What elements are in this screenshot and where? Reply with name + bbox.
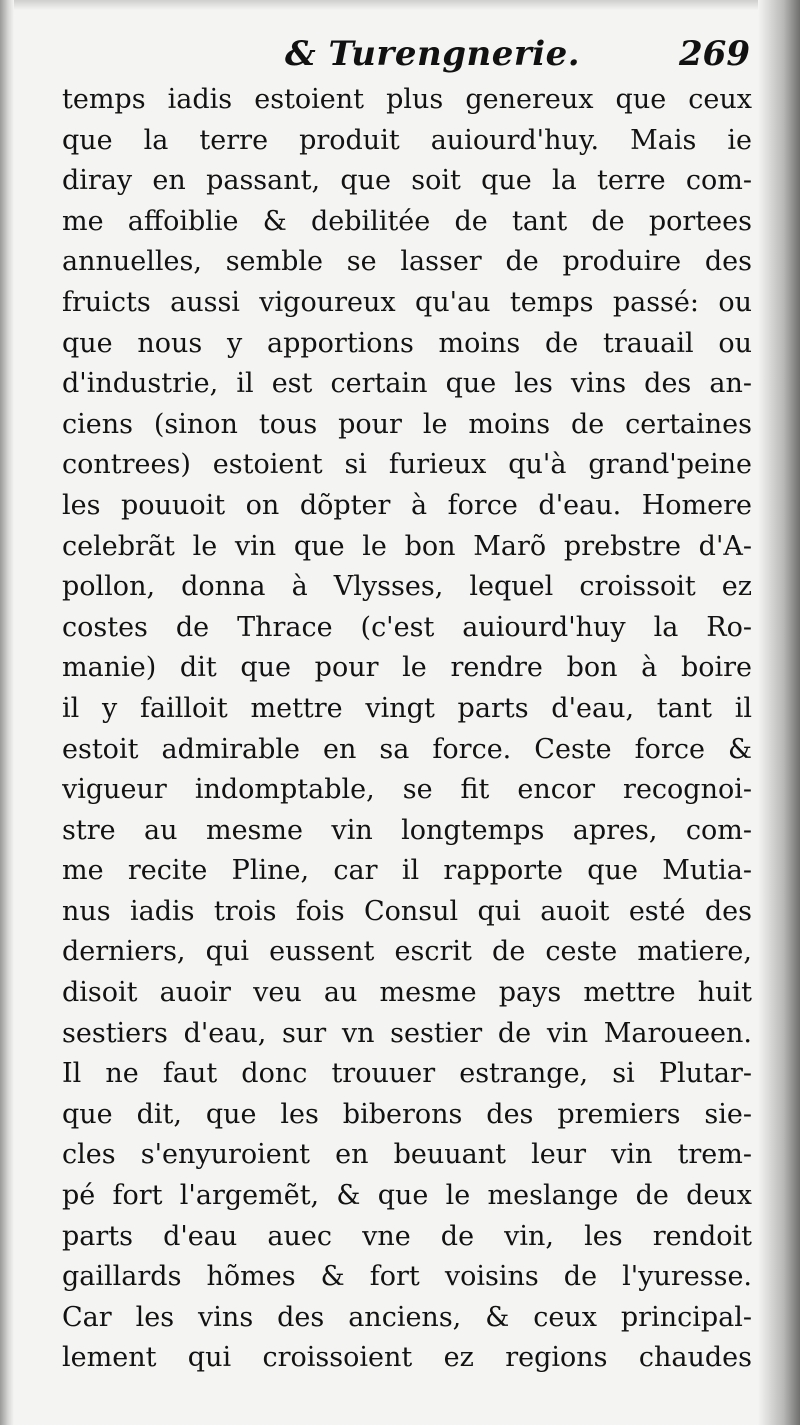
text-line: diray en passant, que soit que la terre com-	[62, 165, 752, 197]
text-line: sestiers d'eau, sur vn sestier de vin Maroueen.	[62, 1017, 752, 1049]
body-text	[62, 80, 752, 1379]
page-right-edge	[758, 0, 800, 1425]
text-line: cles s'enyuroient en beuuant leur vin trem-	[62, 1139, 752, 1171]
text-line: parts d'eau auec vne de vin, les rendoit	[62, 1220, 752, 1252]
running-head: & Turengnerie.	[285, 34, 581, 74]
text-line: il y failloit mettre vingt parts d'eau, tant il	[62, 692, 752, 724]
text-line: vigueur indomptable, se fit encor recognoi-	[62, 774, 752, 806]
text-line: que dit, que les biberons des premiers sie-	[62, 1098, 752, 1130]
text-line: lement qui croissoient ez regions chaudes	[62, 1342, 752, 1374]
text-line: Car les vins des anciens, & ceux principal-	[62, 1301, 752, 1333]
text-line: gaillards hõmes & fort voisins de l'yuresse.	[62, 1261, 752, 1293]
text-line: disoit auoir veu au mesme pays mettre huit	[62, 977, 752, 1009]
text-line: annuelles, semble se lasser de produire des	[62, 246, 752, 278]
text-line: estoit admirable en sa force. Ceste force &	[62, 733, 752, 765]
text-line: celebrãt le vin que le bon Marõ prebstre d'A-	[62, 530, 752, 562]
text-line: que la terre produit auiourd'huy. Mais ie	[62, 124, 752, 156]
text-line: les pouuoit on dõpter à force d'eau. Homere	[62, 489, 752, 521]
text-line: contrees) estoient si furieux qu'à grand'peine	[62, 449, 752, 481]
text-line: que nous y apportions moins de trauail ou	[62, 327, 752, 359]
text-line: temps iadis estoient plus genereux que ceux	[62, 84, 752, 115]
text-line: derniers, qui eussent escrit de ceste matiere,	[62, 936, 752, 968]
text-line: me recite Pline, car il rapporte que Mutia-	[62, 855, 752, 887]
text-line: fruicts aussi vigoureux qu'au temps passé: ou	[62, 286, 752, 318]
text-line: Il ne faut donc trouuer estrange, si Plutar-	[62, 1058, 752, 1090]
page-top-edge	[0, 0, 800, 10]
text-line: me affoiblie & debilitée de tant de portees	[62, 205, 752, 237]
text-line: pé fort l'argemẽt, & que le meslange de deux	[62, 1180, 752, 1212]
text-line: nus iadis trois fois Consul qui auoit esté des	[62, 895, 752, 927]
text-line: pollon, donna à Vlysses, lequel croissoit ez	[62, 571, 752, 603]
text-line: manie) dit que pour le rendre bon à boire	[62, 652, 752, 684]
text-line: costes de Thrace (c'est auiourd'huy la Ro-	[62, 611, 752, 643]
text-line: ciens (sinon tous pour le moins de certaines	[62, 408, 752, 440]
page-number: 269	[679, 34, 750, 74]
page-left-edge	[0, 0, 14, 1425]
text-line: stre au mesme vin longtemps apres, com-	[62, 814, 752, 846]
text-line: d'industrie, il est certain que les vins des an-	[62, 368, 752, 400]
page-header	[60, 30, 750, 82]
